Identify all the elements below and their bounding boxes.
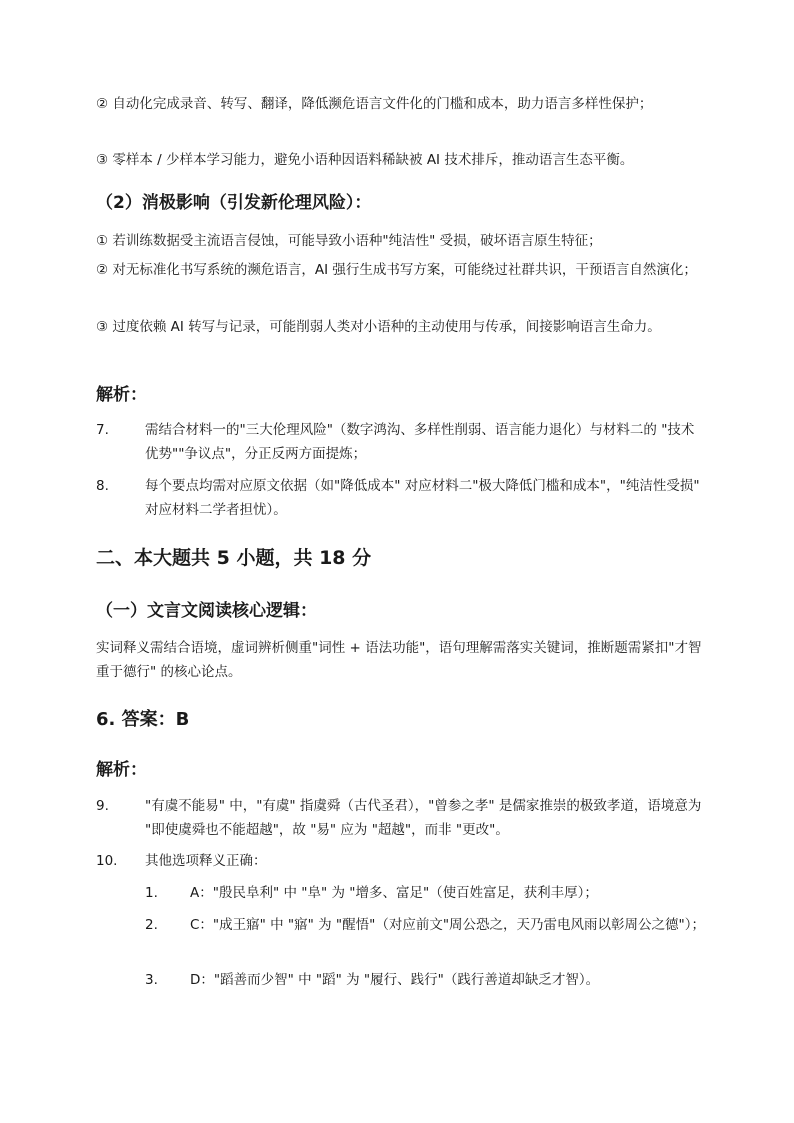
analysis-heading-2: 解析： xyxy=(96,760,147,780)
analysis-item xyxy=(96,794,706,842)
section-2-subheading: （一）文言文阅读核心逻辑： xyxy=(96,601,317,621)
positive-item-2: ② 自动化完成录音、转写、翻译，降低濒危语言文件化的门槛和成本，助力语言多样性保护； xyxy=(96,96,653,112)
list-text: C："成王寤" 中 "寤" 为 "醒悟"（对应前文"周公恐之，天乃雷电风雨以彰周公之德"）； xyxy=(190,917,706,933)
list-number: 10. xyxy=(96,853,118,869)
analysis-item xyxy=(96,849,706,873)
analysis-item xyxy=(96,474,706,522)
negative-item-2: ② 对无标准化书写系统的濒危语言，AI 强行生成书写方案，可能绕过社群共识，干预语言自然演化； xyxy=(96,262,697,278)
positive-item-3: ③ 零样本 / 少样本学习能力，避免小语种因语料稀缺被 AI 技术排斥，推动语言生态平衡。 xyxy=(96,152,634,168)
analysis-item xyxy=(96,418,706,466)
list-text: 每个要点均需对应原文依据（如"降低成本" 对应材料二"极大降低门槛和成本"，"纯洁性受损" 对应材料二学者担忧）。 xyxy=(145,478,700,518)
list-number: 2. xyxy=(145,917,158,933)
list-number: 1. xyxy=(145,885,158,901)
list-text: "有虞不能易" 中，"有虞" 指虞舜（古代圣君），"曾参之孝" 是儒家推崇的极致孝道，语境意为 "即使虞舜也不能超越"，故 "易" 应为 "超越"，而非 "更改"。 xyxy=(145,798,702,838)
list-number: 9. xyxy=(96,798,109,814)
list-text: D："蹈善而少智" 中 "蹈" 为 "履行、践行"（践行善道却缺乏才智）。 xyxy=(190,972,600,988)
list-number: 3. xyxy=(145,972,158,988)
section-2-intro: 实词释义需结合语境，虚词辨析侧重"词性 + 语法功能"，语句理解需落实关键词，推断题需紧扣"才智重于德行" 的核心论点。 xyxy=(96,640,702,680)
sub-item xyxy=(145,881,706,905)
negative-item-3: ③ 过度依赖 AI 转写与记录，可能削弱人类对小语种的主动使用与传承，间接影响语言生命力。 xyxy=(96,319,661,335)
analysis-heading-1: 解析： xyxy=(96,385,147,405)
negative-impact-heading: （2）消极影响（引发新伦理风险）： xyxy=(96,193,372,213)
sub-item xyxy=(145,913,706,937)
sub-item xyxy=(145,968,706,992)
list-text: A："殷民阜利" 中 "阜" 为 "增多、富足"（使百姓富足，获利丰厚）； xyxy=(190,885,598,901)
section-2-heading: 二、本大题共 5 小题，共 18 分 xyxy=(96,547,372,569)
list-number: 7. xyxy=(96,422,109,438)
answer-6: 6. 答案：B xyxy=(96,709,190,730)
list-number: 8. xyxy=(96,478,109,494)
negative-item-1: ① 若训练数据受主流语言侵蚀，可能导致小语种"纯洁性" 受损，破坏语言原生特征； xyxy=(96,233,602,249)
list-text: 需结合材料一的"三大伦理风险"（数字鸿沟、多样性削弱、语言能力退化）与材料二的 "技术优势""争议点"，分正反两方面提炼； xyxy=(145,422,695,462)
list-text: 其他选项释义正确： xyxy=(145,853,267,869)
